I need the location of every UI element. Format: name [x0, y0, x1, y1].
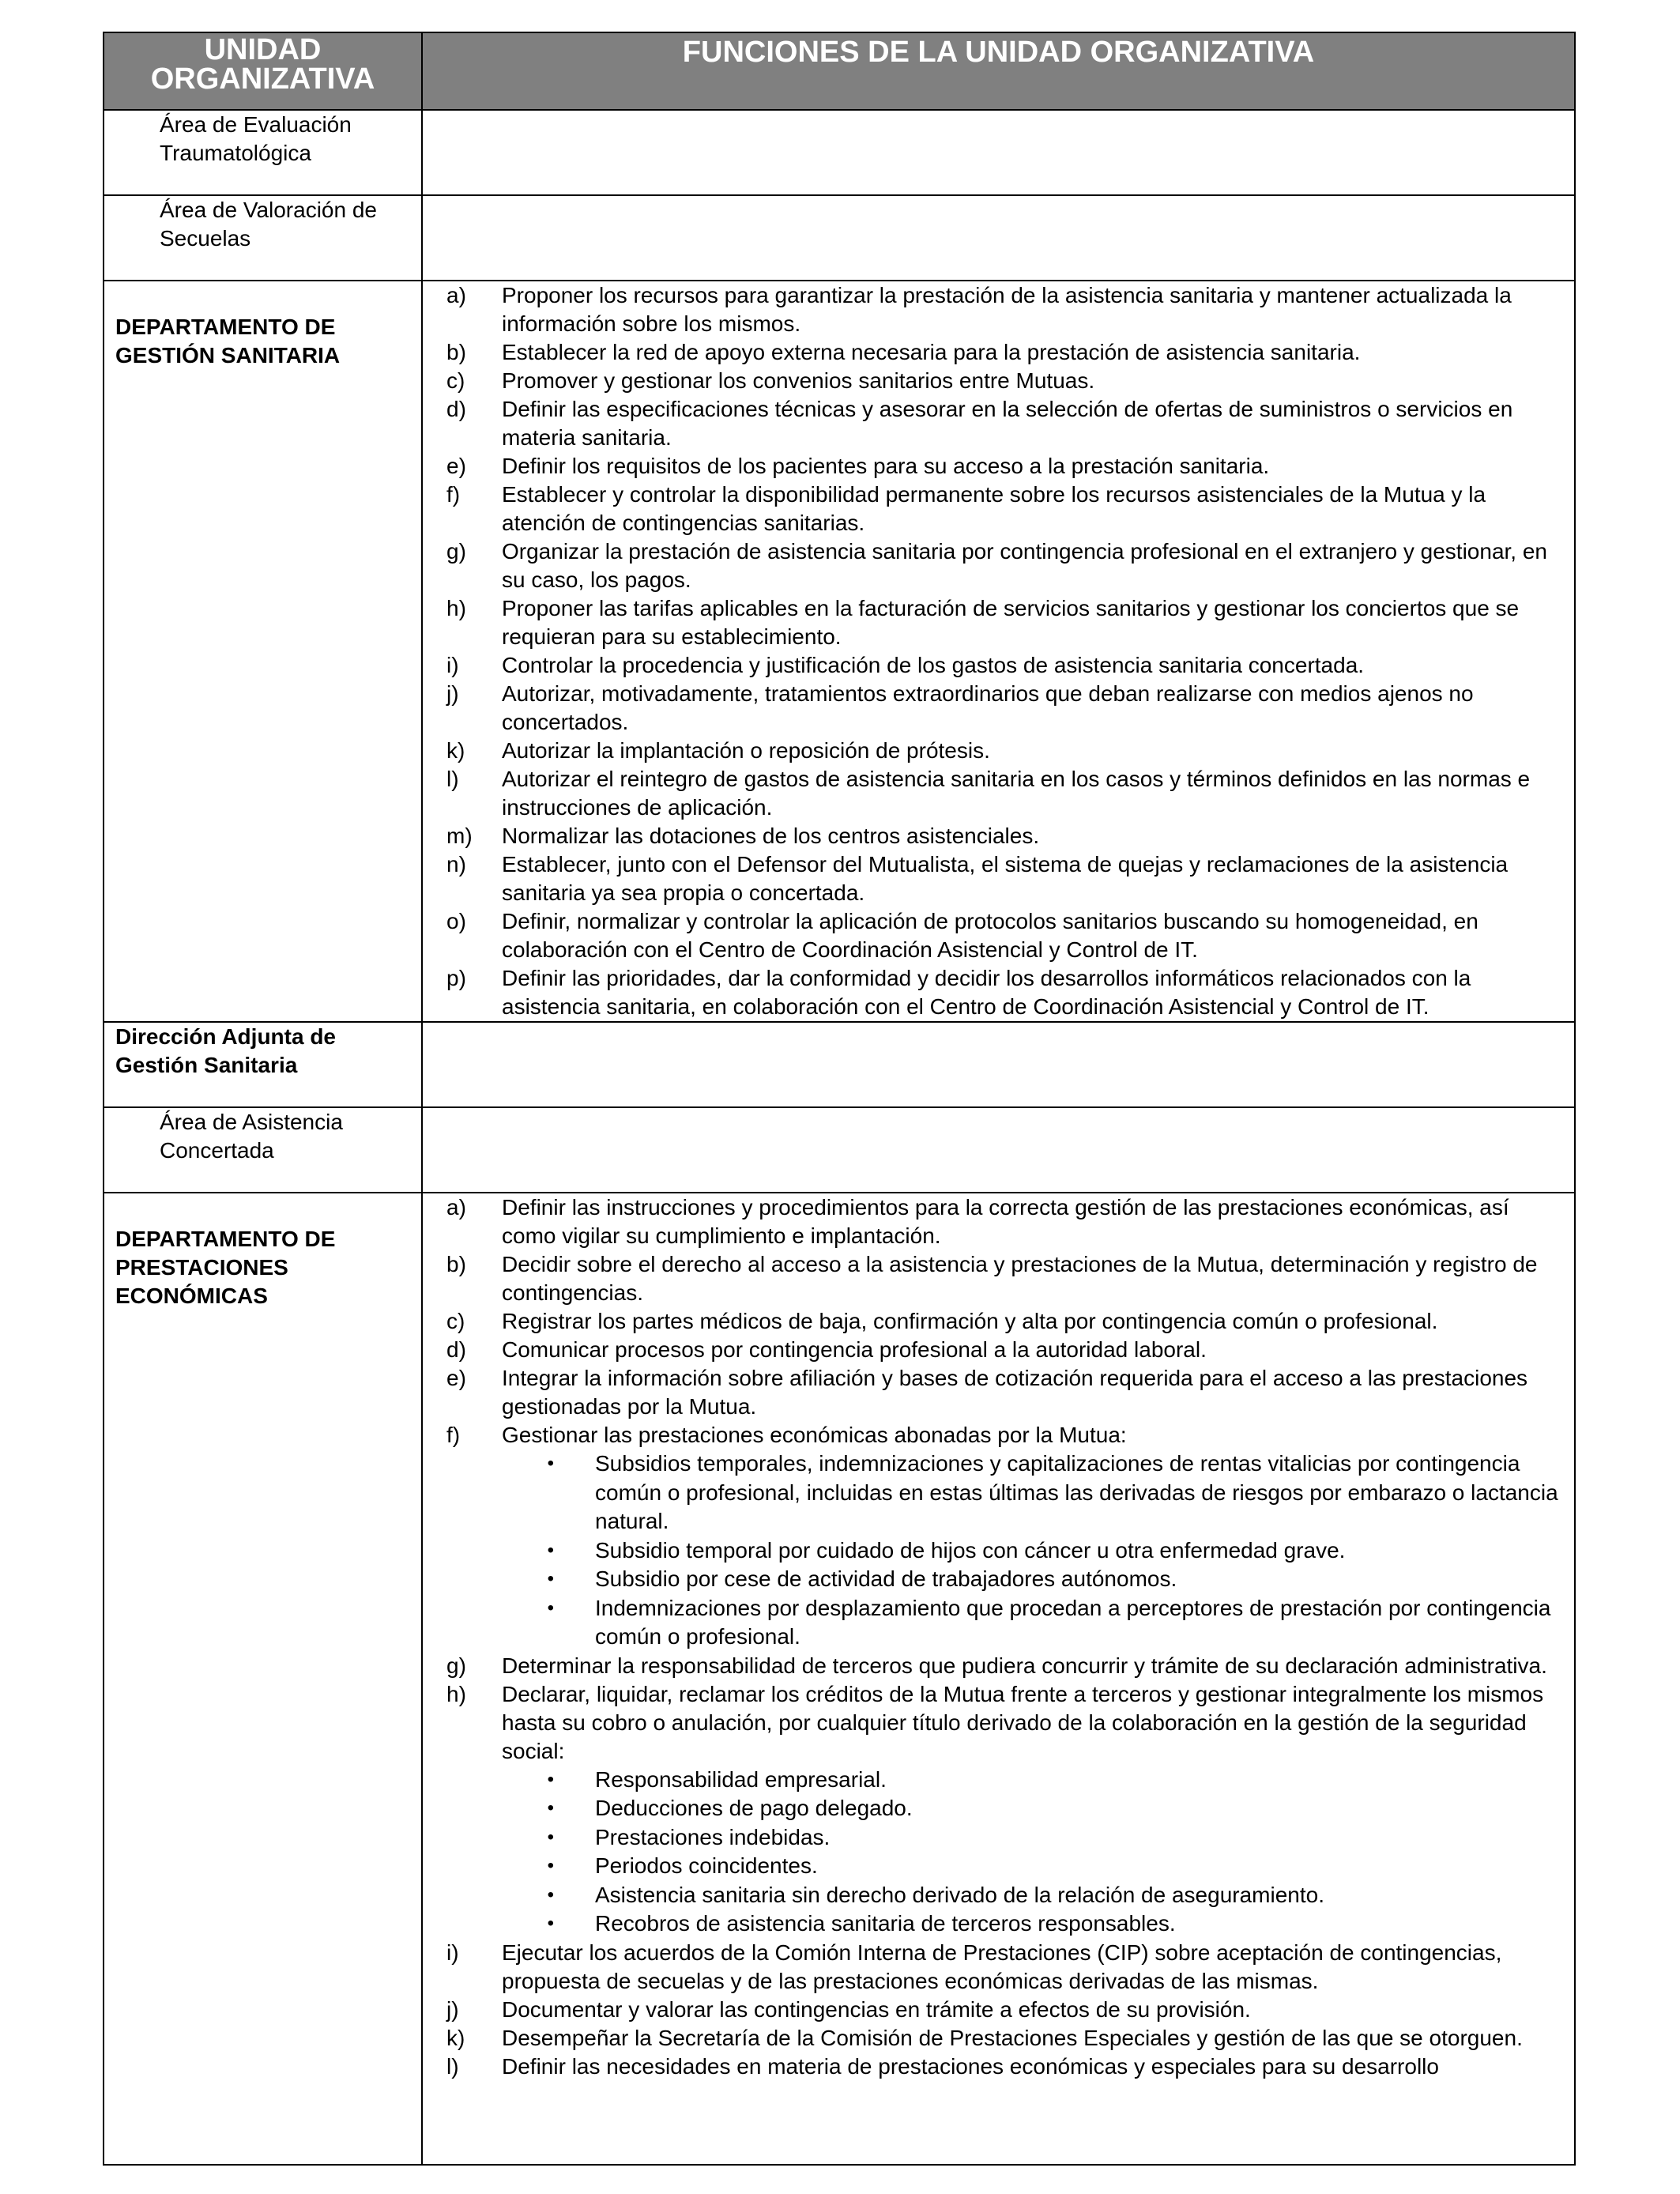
table-row: [104, 281, 1575, 1022]
function-letter: e): [446, 454, 466, 478]
function-letter: d): [446, 397, 466, 421]
function-letter: c): [446, 368, 465, 393]
unit-cell: Dirección Adjunta de Gestión Sanitaria: [104, 1022, 422, 1107]
function-item: [446, 537, 1574, 594]
bullet-icon: •: [547, 1797, 554, 1819]
function-text: Definir las necesidades en materia de prestaciones económicas y especiales para su desarrollo: [502, 2053, 1439, 2079]
function-letter: f): [446, 1423, 461, 1447]
function-text: Documentar y valorar las contingencias en trámite a efectos de su provisión.: [502, 1996, 1251, 2022]
function-text: Definir las especificaciones técnicas y asesorar en la selección de ofertas de suministros o servicios en materia sanitaria.: [502, 397, 1513, 450]
function-item: [446, 964, 1574, 1021]
functions-cell: [422, 1193, 1575, 2165]
bullet-text: Recobros de asistencia sanitaria de terceros responsables.: [595, 1911, 1176, 1936]
function-text: Decidir sobre el derecho al acceso a la asistencia y prestaciones de la Mutua, determinación y registro de contingencias.: [502, 1252, 1538, 1305]
bullet-text: Subsidios temporales, indemnizaciones y capitalizaciones de rentas vitalicias por contingencia común o profesional, incluidas en estas últimas las derivadas de riesgos por embarazo o lactancia natural.: [595, 1451, 1558, 1533]
function-letter: d): [446, 1337, 466, 1362]
function-item: [446, 1336, 1574, 1364]
bullet-icon: •: [547, 1568, 554, 1589]
header-unit: UNIDAD ORGANIZATIVA: [104, 32, 422, 110]
function-letter: k): [446, 2025, 465, 2050]
function-text: Comunicar procesos por contingencia profesional a la autoridad laboral.: [502, 1337, 1207, 1362]
function-text: Integrar la información sobre afiliación y bases de cotización requerida para el acceso a las prestaciones gestionadas por la Mutua.: [502, 1366, 1528, 1419]
function-text: Definir las instrucciones y procedimientos para la correcta gestión de las prestaciones económicas, así como vigilar su cumplimiento e implantación.: [502, 1195, 1509, 1248]
bullet-text: Responsabilidad empresarial.: [595, 1766, 887, 1792]
function-item: [446, 2053, 1574, 2081]
bullet-item: [446, 1565, 1574, 1594]
function-letter: h): [446, 596, 466, 620]
unit-cell: Área de Evaluación Traumatológica: [104, 110, 422, 195]
function-item: [446, 765, 1574, 822]
bullet-text: Subsidio temporal por cuidado de hijos con cáncer u otra enfermedad grave.: [595, 1537, 1346, 1563]
functions-cell: [422, 1107, 1575, 1193]
function-letter: l): [446, 2053, 459, 2079]
bullet-item: [446, 1909, 1574, 1939]
function-text: Establecer, junto con el Defensor del Mutualista, el sistema de quejas y reclamaciones de la asistencia sanitaria ya sea propia o concertada.: [502, 852, 1509, 905]
bullet-icon: •: [547, 1539, 554, 1561]
bullet-item: [446, 1536, 1574, 1566]
function-letter: a): [446, 1195, 466, 1220]
function-item: [446, 850, 1574, 907]
function-text: Organizar la prestación de asistencia sanitaria por contingencia profesional en el extranjero y gestionar, en su caso, los pagos.: [502, 539, 1547, 592]
unit-cell: Área de Valoración de Secuelas: [104, 195, 422, 281]
bullet-icon: •: [547, 1596, 554, 1619]
function-item: [446, 1996, 1574, 2024]
function-letter: i): [446, 653, 459, 677]
function-item: [446, 338, 1574, 367]
bullet-text: Subsidio por cese de actividad de trabajadores autónomos.: [595, 1566, 1177, 1591]
bullet-icon: •: [547, 1883, 554, 1906]
function-item: [446, 1652, 1574, 1680]
function-text: Determinar la responsabilidad de terceros que pudiera concurrir y trámite de su declaración administrativa.: [502, 1653, 1547, 1678]
bullet-icon: •: [547, 1768, 554, 1790]
function-text: Autorizar el reintegro de gastos de asistencia sanitaria en los casos y términos definidos en las normas e instrucciones de aplicación.: [502, 767, 1531, 820]
function-letter: b): [446, 1252, 466, 1276]
bullet-icon: •: [547, 1826, 554, 1848]
function-text: Establecer y controlar la disponibilidad permanente sobre los recursos asistenciales de la Mutua y la atención de contingencias sanitarias.: [502, 482, 1486, 535]
bullet-item: [446, 1823, 1574, 1853]
bullet-item: [446, 1794, 1574, 1823]
function-item: [446, 481, 1574, 537]
function-item: [446, 395, 1574, 452]
function-item: [446, 1421, 1574, 1449]
function-letter: c): [446, 1309, 465, 1333]
unit-cell: DEPARTAMENTO DE GESTIÓN SANITARIA: [104, 281, 422, 1022]
functions-cell: [422, 110, 1575, 195]
function-letter: g): [446, 1653, 466, 1678]
function-item: [446, 907, 1574, 964]
function-letter: n): [446, 852, 466, 876]
function-letter: j): [446, 1996, 459, 2022]
function-item: [446, 822, 1574, 850]
function-item: [446, 1939, 1574, 1996]
bullet-item: [446, 1594, 1574, 1652]
function-item: [446, 1307, 1574, 1336]
function-text: Autorizar la implantación o reposición de prótesis.: [502, 738, 990, 763]
function-letter: g): [446, 539, 466, 564]
function-letter: e): [446, 1366, 466, 1390]
function-item: [446, 452, 1574, 481]
bullet-text: Periodos coincidentes.: [595, 1853, 818, 1878]
function-item: [446, 1680, 1574, 1766]
bullet-item: [446, 1852, 1574, 1881]
function-item: [446, 1250, 1574, 1307]
function-letter: f): [446, 482, 461, 507]
functions-cell: [422, 1022, 1575, 1107]
bullet-text: Asistencia sanitaria sin derecho derivado de la relación de aseguramiento.: [595, 1882, 1324, 1907]
function-text: Proponer los recursos para garantizar la prestación de la asistencia sanitaria y mantener actualizada la información sobre los mismos.: [502, 283, 1512, 336]
function-text: Definir los requisitos de los pacientes para su acceso a la prestación sanitaria.: [502, 454, 1270, 478]
function-item: [446, 2024, 1574, 2053]
table-row: [104, 1022, 1575, 1107]
function-letter: l): [446, 767, 459, 791]
functions-cell: [422, 281, 1575, 1022]
functions-cell: [422, 195, 1575, 281]
bullet-item: [446, 1449, 1574, 1536]
function-item: [446, 737, 1574, 765]
function-item: [446, 281, 1574, 338]
functions-table: [103, 32, 1576, 2166]
function-text: Declarar, liquidar, reclamar los créditos de la Mutua frente a terceros y gestionar integralmente los mismos hasta su cobro o anulación, por cualquier título derivado de la colaboración en la gestión de la seguridad social:: [502, 1681, 1544, 1763]
function-item: [446, 680, 1574, 737]
unit-cell: Área de Asistencia Concertada: [104, 1107, 422, 1193]
function-item: [446, 367, 1574, 395]
function-text: Definir, normalizar y controlar la aplicación de protocolos sanitarios buscando su homogeneidad, en colaboración con el Centro de Coordinación Asistencial y Control de IT.: [502, 909, 1478, 962]
function-text: Promover y gestionar los convenios sanitarios entre Mutuas.: [502, 368, 1095, 393]
function-text: Autorizar, motivadamente, tratamientos extraordinarios que deban realizarse con medios ajenos no concertados.: [502, 681, 1474, 734]
function-letter: k): [446, 738, 465, 763]
function-item: [446, 1364, 1574, 1421]
bullet-text: Deducciones de pago delegado.: [595, 1796, 913, 1820]
function-letter: a): [446, 283, 466, 307]
function-letter: j): [446, 681, 459, 706]
function-letter: m): [446, 824, 473, 848]
function-text: Definir las prioridades, dar la conformidad y decidir los desarrollos informáticos relacionados con la asistencia sanitaria, en colaboración con el Centro de Coordinación Asistencial y Control de IT.: [502, 966, 1471, 1019]
bullet-icon: •: [547, 1913, 554, 1934]
bullet-item: [446, 1881, 1574, 1910]
function-item: [446, 594, 1574, 651]
header-functions: FUNCIONES DE LA UNIDAD ORGANIZATIVA: [422, 32, 1575, 110]
function-text: Gestionar las prestaciones económicas abonadas por la Mutua:: [502, 1423, 1127, 1447]
table-row: [104, 1193, 1575, 2165]
bullet-icon: •: [547, 1453, 554, 1474]
function-text: Establecer la red de apoyo externa necesaria para la prestación de asistencia sanitaria.: [502, 340, 1361, 364]
function-item: [446, 651, 1574, 680]
function-text: Desempeñar la Secretaría de la Comisión de Prestaciones Especiales y gestión de las que se otorguen.: [502, 2025, 1523, 2050]
bullet-item: [446, 1766, 1574, 1795]
table-row: [104, 195, 1575, 281]
function-text: Ejecutar los acuerdos de la Comión Interna de Prestaciones (CIP) sobre aceptación de contingencias, propuesta de secuelas y de las prestaciones económicas derivadas de las mismas.: [502, 1940, 1502, 1993]
function-text: Proponer las tarifas aplicables en la facturación de servicios sanitarios y gestionar los conciertos que se requieran para su establecimiento.: [502, 596, 1520, 649]
bullet-icon: •: [547, 1855, 554, 1876]
table-row: [104, 1107, 1575, 1193]
table-row: [104, 110, 1575, 195]
bullet-text: Indemnizaciones por desplazamiento que procedan a perceptores de prestación por contingencia común o profesional.: [595, 1595, 1551, 1649]
function-item: [446, 1193, 1574, 1250]
function-letter: o): [446, 909, 466, 933]
function-letter: h): [446, 1681, 466, 1706]
table-header-row: [104, 32, 1575, 110]
bullet-text: Prestaciones indebidas.: [595, 1824, 831, 1849]
function-text: Controlar la procedencia y justificación de los gastos de asistencia sanitaria concertada.: [502, 653, 1365, 677]
function-letter: p): [446, 966, 466, 990]
function-letter: i): [446, 1940, 459, 1965]
function-letter: b): [446, 340, 466, 364]
unit-cell: DEPARTAMENTO DE PRESTACIONES ECONÓMICAS: [104, 1193, 422, 2165]
function-text: Registrar los partes médicos de baja, confirmación y alta por contingencia común o profesional.: [502, 1309, 1438, 1333]
function-text: Normalizar las dotaciones de los centros asistenciales.: [502, 824, 1040, 848]
